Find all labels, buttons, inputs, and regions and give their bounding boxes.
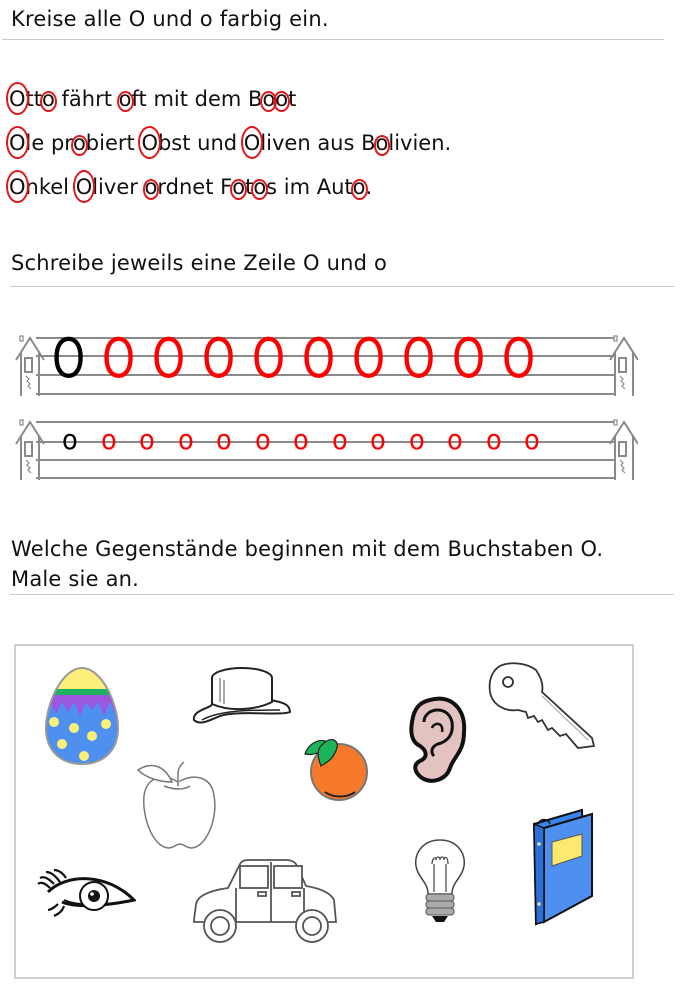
- binder-icon[interactable]: [526, 808, 596, 926]
- practice-letter: o: [408, 423, 425, 456]
- task2-heading: Schreibe jeweils eine Zeile O und o: [11, 251, 388, 275]
- sentence-text: fährt: [54, 87, 119, 111]
- model-letter: o: [62, 423, 78, 456]
- sentence-text: liver: [92, 175, 145, 199]
- sentence-text: .: [365, 175, 373, 199]
- divider: [2, 39, 664, 40]
- practice-letter: o: [524, 423, 540, 456]
- circled-letter[interactable]: O: [9, 131, 26, 155]
- practice-letter: o: [139, 423, 155, 456]
- practice-letter: o: [447, 423, 463, 456]
- sentence-text: nkel: [25, 175, 76, 199]
- practice-letter: O: [502, 327, 536, 390]
- sentence-text: rdnet F: [157, 175, 233, 199]
- circled-letter[interactable]: o: [232, 175, 246, 199]
- eye-icon[interactable]: [36, 866, 136, 918]
- sentence-text: bst und: [157, 131, 244, 155]
- circled-letter[interactable]: o: [72, 131, 86, 155]
- practice-letter: o: [216, 423, 232, 456]
- circled-letter[interactable]: O: [243, 131, 261, 155]
- model-letter: O: [52, 327, 86, 390]
- ear-icon[interactable]: [408, 694, 468, 786]
- practice-letter: o: [485, 423, 502, 456]
- practice-letter: O: [152, 327, 186, 390]
- circled-letter[interactable]: o: [375, 131, 389, 155]
- circled-letter[interactable]: o: [144, 175, 158, 199]
- sentence-1: [9, 86, 296, 112]
- practice-letter: o: [331, 423, 348, 456]
- practice-letter: o: [293, 423, 309, 456]
- task3-heading-line1: Welche Gegenstände beginnen mit dem Buchstaben O.: [11, 537, 604, 561]
- practice-letter: O: [352, 327, 386, 390]
- circled-letter[interactable]: O: [141, 131, 158, 155]
- sentence-text: t: [245, 175, 254, 199]
- circled-letter[interactable]: o: [118, 87, 132, 111]
- practice-letter: o: [370, 423, 386, 456]
- sentence-text: t: [288, 87, 297, 111]
- sentence-text: s im Aut: [266, 175, 353, 199]
- key-icon[interactable]: [486, 660, 598, 756]
- circled-letter[interactable]: o: [262, 87, 276, 111]
- practice-letter: O: [102, 327, 136, 390]
- circled-letter[interactable]: O: [75, 175, 93, 199]
- divider: [10, 286, 674, 287]
- circled-letter[interactable]: o: [352, 175, 366, 199]
- light-bulb-icon[interactable]: [412, 836, 468, 926]
- sentence-text: le pr: [25, 131, 73, 155]
- practice-letter: O: [202, 327, 236, 390]
- sentence-3: [9, 174, 372, 200]
- circled-letter[interactable]: o: [42, 87, 55, 111]
- car-icon[interactable]: [188, 858, 340, 946]
- circled-letter[interactable]: O: [9, 175, 26, 199]
- task1-heading: Kreise alle O und o farbig ein.: [11, 7, 329, 31]
- sentence-text: ft mit dem B: [131, 87, 263, 111]
- task3-heading-line2: Male sie an.: [11, 567, 140, 591]
- practice-letter: O: [252, 327, 286, 390]
- practice-letter: O: [402, 327, 436, 390]
- sentence-text: tt: [25, 87, 42, 111]
- sentence-text: liven aus B: [260, 131, 376, 155]
- practice-letter: o: [177, 423, 194, 456]
- orange-icon[interactable]: [303, 736, 371, 802]
- hat-icon[interactable]: [190, 664, 292, 728]
- practice-letter: o: [100, 423, 117, 456]
- circled-letter[interactable]: O: [9, 87, 26, 111]
- sentence-text: biert: [85, 131, 142, 155]
- circled-letter[interactable]: o: [253, 175, 267, 199]
- sentence-2: [9, 130, 451, 156]
- practice-letter: O: [452, 327, 486, 390]
- circled-letter[interactable]: o: [275, 87, 289, 111]
- practice-letter: o: [254, 423, 271, 456]
- apple-icon[interactable]: [134, 760, 220, 852]
- divider: [10, 594, 674, 595]
- practice-letter: O: [302, 327, 336, 390]
- sentence-text: livien.: [388, 131, 452, 155]
- egg-icon[interactable]: [44, 664, 120, 768]
